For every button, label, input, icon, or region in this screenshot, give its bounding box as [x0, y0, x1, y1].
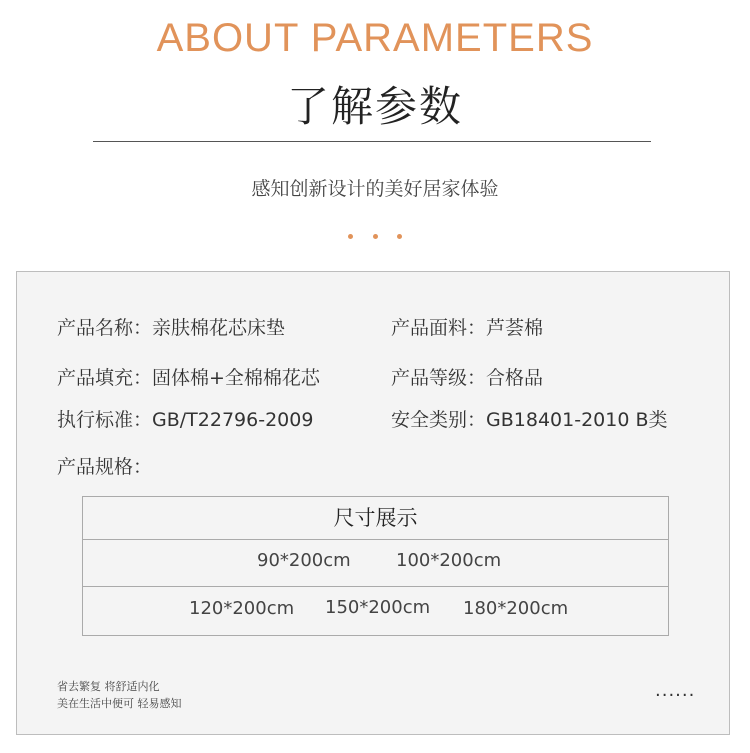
param-label: 产品规格：: [57, 456, 153, 478]
size-cell: 90*200cm: [257, 550, 351, 571]
param-grade: [391, 363, 543, 390]
ellipsis: ......: [655, 680, 696, 701]
footer-line-1: 省去繁复 将舒适内化: [57, 680, 160, 693]
param-label: 产品面料：: [391, 317, 487, 339]
param-safety: [391, 405, 668, 432]
param-label: 安全类别：: [391, 409, 487, 431]
param-value: 亲肤棉花芯床垫: [152, 317, 286, 339]
subtitle: 感知创新设计的美好居家体验: [251, 178, 499, 200]
decorative-dots: [348, 234, 402, 239]
param-value: 合格品: [486, 367, 544, 389]
param-value: 固体棉+全棉棉花芯: [152, 367, 320, 389]
parameters-panel: [16, 271, 730, 735]
param-product-name: [57, 313, 285, 340]
param-label: 产品等级：: [391, 367, 487, 389]
size-cell: 180*200cm: [463, 598, 569, 619]
param-value: GB/T22796-2009: [152, 409, 314, 431]
footer-line-2: 美在生活中便可 轻易感知: [57, 697, 182, 710]
divider: [93, 141, 651, 142]
param-standard: [57, 405, 313, 432]
param-label: 执行标准：: [57, 409, 153, 431]
param-label: 产品名称：: [57, 317, 153, 339]
size-cell: 100*200cm: [396, 550, 502, 571]
english-title: ABOUT PARAMETERS: [156, 16, 594, 60]
size-row: [83, 539, 668, 587]
size-cell: 150*200cm: [325, 597, 431, 618]
param-label: 产品填充：: [57, 367, 153, 389]
dot-icon: [373, 234, 378, 239]
chinese-title: 了解参数: [286, 82, 463, 131]
param-spec: [57, 452, 152, 479]
param-filling: [57, 363, 320, 390]
size-row: [83, 587, 668, 635]
size-table-title: 尺寸展示: [83, 497, 668, 540]
param-value: 芦荟棉: [486, 317, 544, 339]
param-value: GB18401-2010 B类: [486, 409, 668, 431]
size-cell: 120*200cm: [189, 598, 295, 619]
dot-icon: [397, 234, 402, 239]
param-fabric: [391, 313, 543, 340]
dot-icon: [348, 234, 353, 239]
size-table: [82, 496, 669, 636]
